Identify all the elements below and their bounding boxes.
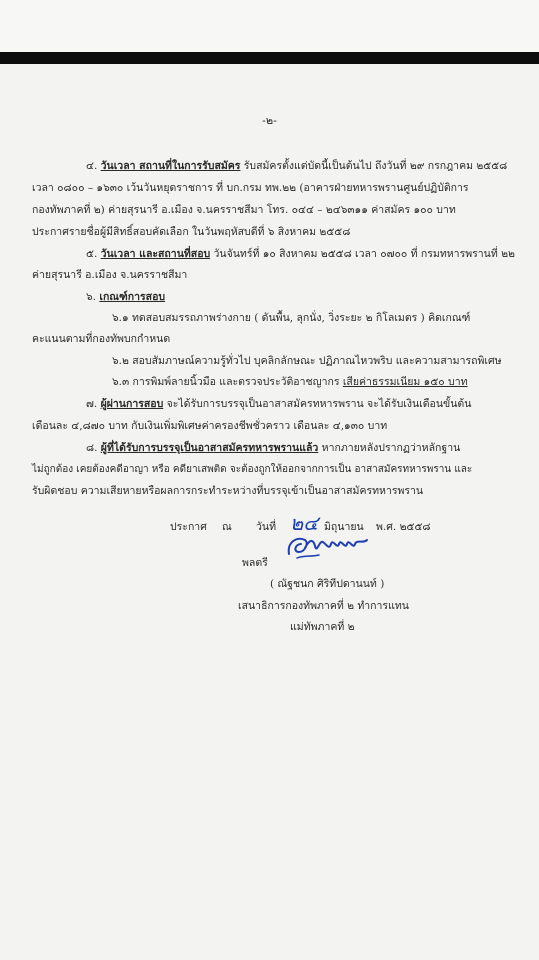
- sec5-num: ๕.: [86, 248, 98, 260]
- announce-prefix: ประกาศ: [170, 521, 207, 533]
- sec8-line1: [86, 441, 460, 455]
- signer-title1: เสนาธิการกองทัพภาคที่ ๒ ทำการแทน: [238, 600, 409, 612]
- signer-rank: พลตรี: [242, 557, 268, 569]
- announce-date-label: วันที่: [256, 521, 276, 533]
- sec7-line2: เดือนละ ๔,๘๗๐ บาท กับเงินเพิ่มพิเศษค่าครองชีพชั่วคราว เดือนละ ๔,๑๓๐ บาท: [32, 420, 388, 432]
- sec6-item3-text: ๖.๓ การพิมพ์ลายนิ้วมือ และตรวจประวัติอาชญากร: [112, 376, 340, 388]
- sec5-heading: วันเวลา และสถานที่สอบ: [100, 248, 211, 260]
- sec6-item1a: ๖.๑ ทดสอบสมรรถภาพร่างกาย ( ดันพื้น, ลุกนั่ง, วิ่งระยะ ๒ กิโลเมตร ) คิดเกณฑ์: [112, 312, 471, 324]
- sec5-text1: วันจันทร์ที่ ๑๐ สิงหาคม ๒๕๕๘ เวลา ๐๗๐๐ ที่ กรมทหารพรานที่ ๒๒: [213, 248, 515, 260]
- sec8-num: ๘.: [86, 442, 98, 454]
- sec4-heading: วันเวลา สถานที่ในการรับสมัคร: [100, 160, 241, 172]
- sec6-item3: [112, 375, 468, 389]
- sec7-heading: ผู้ผ่านการสอบ: [100, 398, 164, 410]
- sec6-heading: เกณฑ์การสอบ: [99, 291, 166, 303]
- sec4-text1: รับสมัครตั้งแต่บัดนี้เป็นต้นไป ถึงวันที่ ๒๙ กรกฎาคม ๒๕๕๘: [243, 160, 508, 172]
- page-number: -๒-: [262, 114, 277, 127]
- signer-title2: แม่ทัพภาคที่ ๒: [290, 621, 355, 633]
- signer-name: ( ณัฐชนก ศิริทีปดานนท์ ): [270, 578, 385, 590]
- page-top-border: [0, 52, 539, 64]
- sec8-line3: รับผิดชอบ ความเสียหายหรือผลการกระทำระหว่างที่บรรจุเข้าเป็นอาสาสมัครทหารพราน: [32, 485, 424, 497]
- sec6-item2: ๖.๒ สอบสัมภาษณ์ความรู้ทั่วไป บุคลิกลักษณะ ปฏิภาณไหวพริบ และความสามารถพิเศษ: [112, 355, 502, 367]
- sec7-text1: จะได้รับการบรรจุเป็นอาสาสมัครทหารพราน จะได้รับเงินเดือนขั้นต้น: [166, 398, 472, 410]
- sec6-item3-fee: เสียค่าธรรมเนียม ๑๕๐ บาท: [342, 376, 468, 388]
- sec4-line1: [86, 159, 507, 173]
- sec6-line: [86, 290, 165, 304]
- sec8-line2: ไม่ถูกต้อง เคยต้องคดีอาญา หรือ คดียาเสพติด จะต้องถูกให้ออกจากการเป็น อาสาสมัครทหารพราน และ: [32, 464, 473, 475]
- sec8-text1: หากภายหลังปรากฏว่าหลักฐาน: [321, 442, 461, 454]
- sec4-line2: เวลา ๐๘๐๐ – ๑๖๓๐ เว้นวันหยุดราชการ ที่ บก.กรม ทพ.๒๒ (อาคารฝ่ายทหารพรานศูนย์ปฏิบัติการ: [32, 182, 469, 194]
- sec5-line2: ค่ายสุรนารี อ.เมือง จ.นครราชสีมา: [32, 269, 188, 281]
- sec7-line1: [86, 397, 471, 411]
- announce-year: พ.ศ. ๒๕๕๘: [376, 521, 431, 533]
- document-page: [0, 64, 539, 960]
- top-background: [0, 0, 539, 52]
- handwritten-signature: [283, 528, 375, 564]
- sec4-line3: กองทัพภาคที่ ๒) ค่ายสุรนารี อ.เมือง จ.นครราชสีมา โทร. ๐๔๔ – ๒๔๖๓๑๑ ค่าสมัคร ๑๐๐ บาท: [32, 204, 456, 216]
- sec5-line1: [86, 247, 515, 261]
- sec7-num: ๗.: [86, 398, 98, 410]
- sec6-num: ๖.: [86, 291, 97, 303]
- sec6-item1b: คะแนนตามที่กองทัพบกกำหนด: [32, 333, 171, 345]
- announce-at: ณ: [222, 521, 232, 533]
- sec8-heading: ผู้ที่ได้รับการบรรจุเป็นอาสาสมัครทหารพรานแล้ว: [100, 442, 319, 454]
- sec4-line4: ประกาศรายชื่อผู้มีสิทธิ์สอบคัดเลือก ในวันพฤหัสบดีที่ ๖ สิงหาคม ๒๕๕๘: [32, 226, 351, 238]
- announce-day-handwritten: ๒๔: [290, 511, 319, 535]
- announce-month: มิถุนายน: [324, 521, 364, 533]
- sec4-num: ๔.: [86, 160, 98, 172]
